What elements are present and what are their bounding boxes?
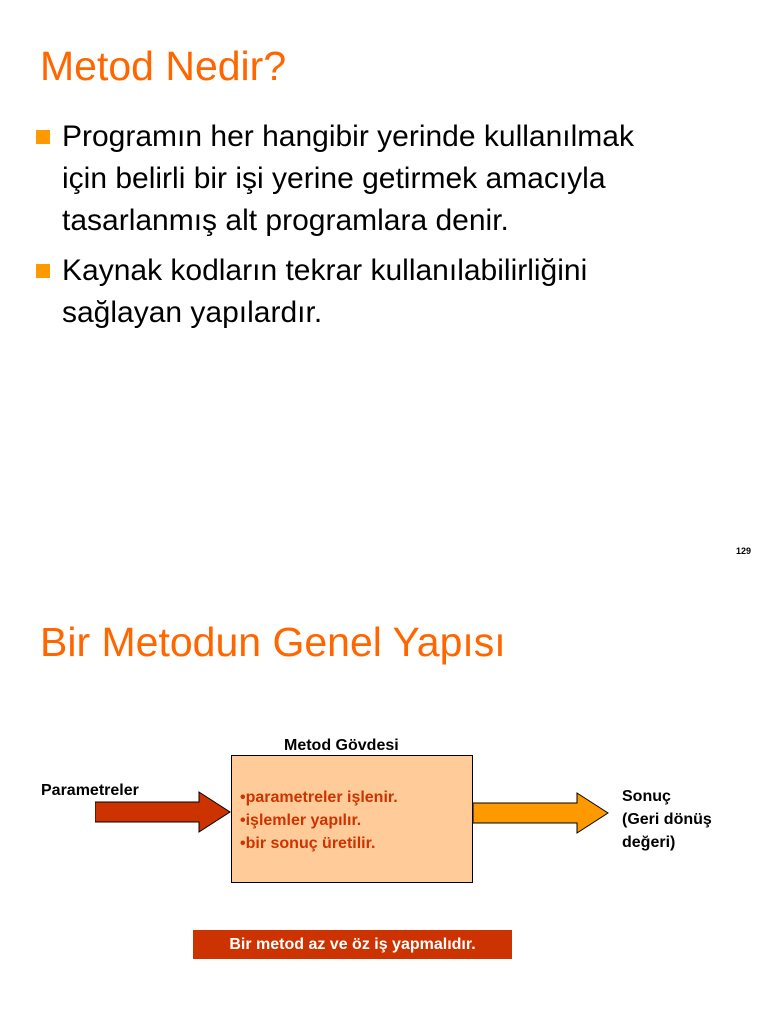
result-line: Sonuç <box>622 788 671 805</box>
slide-title: Metod Nedir? <box>40 43 287 89</box>
method-body-step: •işlemler yapılır. <box>240 812 362 829</box>
bullet-item <box>34 250 734 334</box>
bullet-line: sağlayan yapılardır. <box>62 296 323 329</box>
result-line: (Geri dönüş <box>622 811 712 828</box>
bullet-text <box>62 120 634 237</box>
parameters-label: Parametreler <box>41 782 139 799</box>
result-label <box>622 785 712 854</box>
bullet-item <box>34 116 734 242</box>
square-bullet-icon <box>36 264 50 278</box>
bullet-line: Kaynak kodların tekrar kullanılabilirliğini <box>62 254 588 287</box>
square-bullet-icon <box>36 130 50 144</box>
page-number: 129 <box>736 546 752 556</box>
bullet-line: için belirli bir işi yerine getirmek amacıyla <box>62 162 606 195</box>
bullet-text <box>62 254 587 329</box>
bullet-list <box>34 116 734 342</box>
output-arrow-icon <box>473 792 609 834</box>
method-body-step: •bir sonuç üretilir. <box>240 835 376 852</box>
method-body-box <box>231 755 473 883</box>
result-line: değeri) <box>622 834 676 851</box>
method-body-steps <box>240 786 398 855</box>
input-arrow-icon <box>95 791 231 833</box>
bullet-line: Programın her hangibir yerinde kullanılmak <box>62 120 634 153</box>
method-body-step: •parametreler işlenir. <box>240 789 398 806</box>
input-arrow-shape <box>95 792 230 832</box>
slide-method-structure <box>0 570 768 1024</box>
bullet-line: tasarlanmış alt programlara denir. <box>62 204 509 237</box>
note-banner: Bir metod az ve öz iş yapmalıdır. <box>193 930 512 959</box>
method-body-title: Metod Gövdesi <box>284 737 399 754</box>
output-arrow-shape <box>473 793 608 833</box>
slide-title: Bir Metodun Genel Yapısı <box>40 619 506 665</box>
